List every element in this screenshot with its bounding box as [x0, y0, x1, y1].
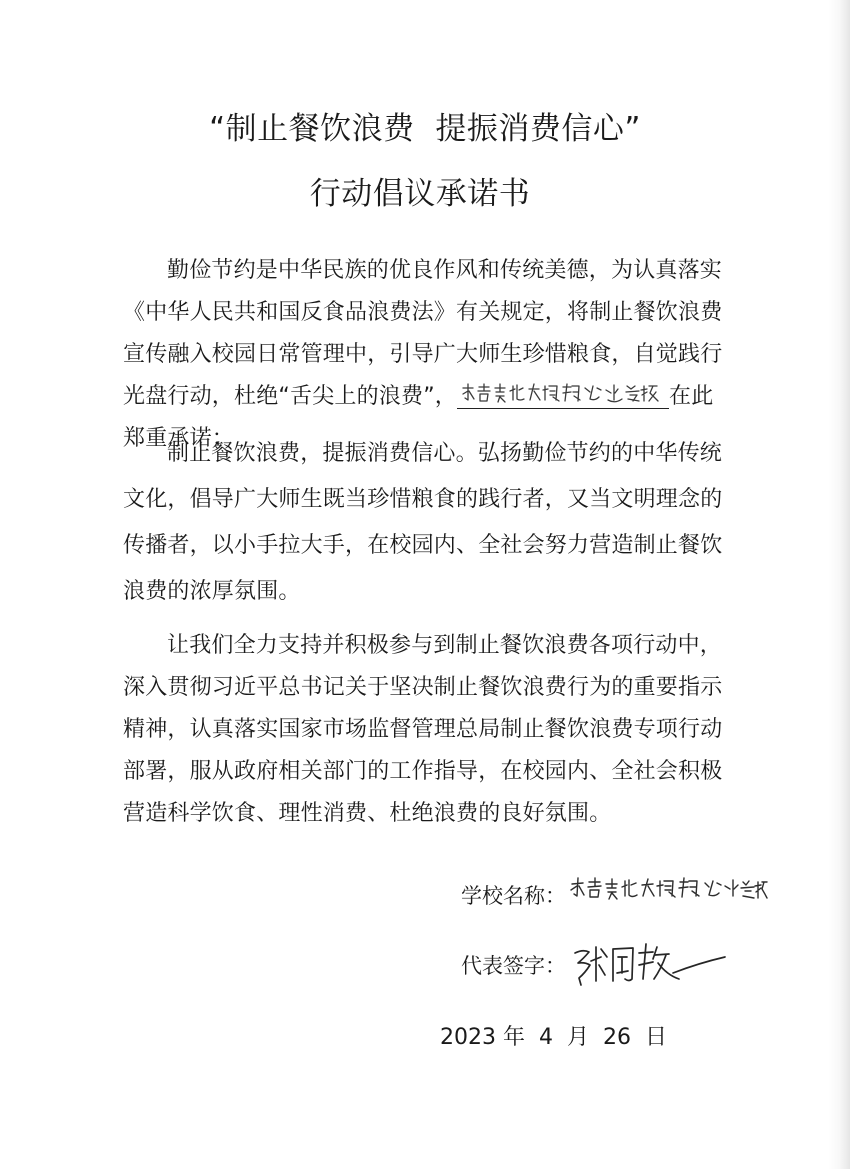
document-title-line1: “制止餐饮浪费 提振消费信心”	[209, 111, 641, 147]
representative-row	[461, 950, 566, 980]
paragraph-intro	[123, 250, 723, 460]
handwritten-school-name	[568, 873, 768, 903]
representative-signature	[569, 935, 729, 995]
paragraph-intro-ending: 在此郑重承诺：	[123, 384, 714, 451]
date-year: 2023	[440, 1025, 496, 1050]
date-year-unit: 年	[503, 1025, 526, 1050]
school-name-blank	[457, 378, 669, 409]
document-title-line2: 行动倡议承诺书	[309, 176, 531, 212]
date-day-unit: 日	[645, 1025, 668, 1050]
paragraph-commitment: 制止餐饮浪费，提振消费信心。弘扬勤俭节约的中华传统文化，倡导广大师生既当珍惜粮食的践行者，又当文明理念的传播者，以小手拉大手，在校园内、全社会努力营造制止餐饮浪费的浓厚氛围。	[123, 441, 723, 604]
representative-label: 代表签字：	[461, 954, 566, 978]
date-month-unit: 月	[567, 1025, 590, 1050]
date-month: 4	[539, 1025, 554, 1050]
date-day: 26	[603, 1025, 632, 1050]
school-name-label: 学校名称：	[461, 884, 566, 908]
paragraph-intro-text: 勤俭节约是中华民族的优良作风和传统美德，为认真落实《中华人民共和国反食品浪费法》有关规定，将制止餐饮浪费宣传融入校园日常管理中，引导广大师生珍惜粮食，自觉践行光盘行动，杜绝“舌尖上的浪费”，	[123, 258, 723, 409]
school-name-row	[461, 880, 566, 910]
paragraph-action: 让我们全力支持并积极参与到制止餐饮浪费各项行动中，深入贯彻习近平总书记关于坚决制止餐饮浪费行为的重要指示精神，认真落实国家市场监督管理总局制止餐饮浪费专项行动部署，服从政府相关部门的工作指导，在校园内、全社会积极营造科学饮食、理性消费、杜绝浪费的良好氛围。	[123, 633, 723, 826]
handwritten-school-name-inline	[459, 380, 659, 406]
signing-date	[440, 1020, 667, 1051]
